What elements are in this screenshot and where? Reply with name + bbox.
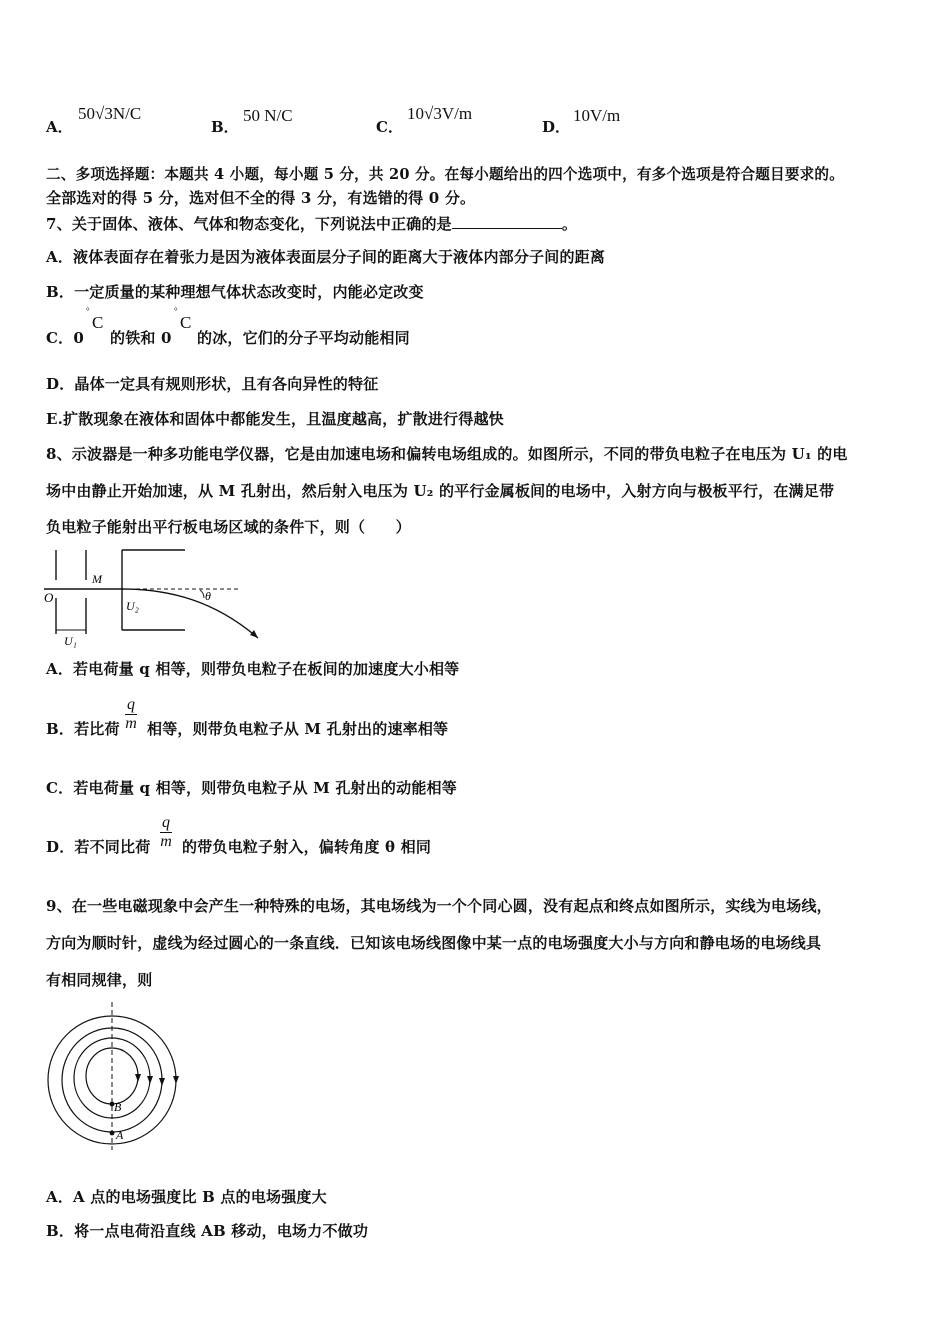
q6-option-d-value: 10V/m	[573, 106, 621, 125]
q8-stem-line1: 8、示波器是一种多功能电学仪器，它是由加速电场和偏转电场组成的。如图所示，不同的带负电粒子在电压为 U₁ 的电	[46, 445, 848, 463]
q7-degree-mark-2: °	[174, 306, 178, 316]
section2-header-line1: 二、多项选择题：本题共 4 小题，每小题 5 分，共 20 分。在每小题给出的四个选项中，有多个选项是符合题目要求的。	[46, 166, 844, 183]
q6-option-b-value: 50 N/C	[243, 106, 293, 125]
q6-option-c-label: C．	[376, 118, 403, 136]
q9-stem-line1: 9、在一些电磁现象中会产生一种特殊的电场，其电场线为一个个同心圆，没有起点和终点如图所示，实线为电场线，	[46, 897, 832, 915]
q6-option-d-label: D．	[542, 118, 571, 136]
q8-d-frac-den: m	[160, 833, 172, 850]
q8-d-fraction	[160, 814, 172, 851]
concentric-field-figure	[44, 1000, 180, 1152]
q8-d-frac-num: q	[162, 814, 170, 831]
q8-stem-line2: 场中由静止开始加速，从 M 孔射出，然后射入电压为 U₂ 的平行金属板间的电场中，入射方向与极板平行，在满足带	[46, 482, 835, 500]
figure-label-theta: θ	[205, 589, 211, 603]
q7-option-d: D．晶体一定具有规则形状，且有各向异性的特征	[46, 375, 379, 393]
figure-label-u1: U₁	[64, 634, 77, 648]
q7-unit-c-1: C	[92, 313, 104, 332]
figure-label-m: M	[92, 572, 102, 586]
q8-b-frac-num: q	[127, 696, 135, 713]
figure-label-o: O	[44, 590, 54, 605]
q7-answer-blank	[452, 214, 562, 229]
q7-stem	[46, 213, 577, 234]
q7-unit-c-2: C	[180, 313, 192, 332]
figure-label-u2: U₂	[126, 599, 139, 613]
figure-label-a: A	[116, 1128, 124, 1142]
q8-stem-line3: 负电粒子能射出平行板电场区域的条件下，则（ ）	[46, 518, 411, 536]
figure-label-b: B	[114, 1100, 122, 1114]
q6-option-b-label: B．	[211, 118, 239, 136]
q7-degree-mark-1: °	[86, 306, 90, 316]
oscilloscope-figure	[40, 546, 270, 652]
q7-option-e: E.扩散现象在液体和固体中都能发生，且温度越高，扩散进行得越快	[46, 410, 504, 428]
q8-option-a: A．若电荷量 q 相等，则带负电粒子在板间的加速度大小相等	[46, 660, 460, 678]
q7-stem-end: 。	[561, 215, 578, 233]
q8-option-b-prefix: B．若比荷	[46, 720, 120, 738]
q9-option-a: A．A 点的电场强度比 B 点的电场强度大	[46, 1188, 327, 1206]
q7-option-c-suffix: 的冰，它们的分子平均动能相同	[197, 329, 410, 347]
q7-option-c-prefix: C．0	[46, 329, 84, 347]
q8-option-b-suffix: 相等，则带负电粒子从 M 孔射出的速率相等	[147, 720, 449, 738]
q7-option-a: A．液体表面存在着张力是因为液体表面层分子间的距离大于液体内部分子间的距离	[46, 248, 606, 266]
q9-stem-line3: 有相同规律，则	[46, 971, 153, 989]
q6-option-a-label: A．	[46, 118, 73, 136]
q9-option-b: B．将一点电荷沿直线 AB 移动，电场力不做功	[46, 1222, 369, 1240]
q7-option-c-mid: 的铁和 0	[110, 329, 172, 347]
q6-option-c-value: 10√3V/m	[407, 104, 473, 123]
q8-b-fraction	[125, 696, 137, 733]
q7-stem-text: 7、关于固体、液体、气体和物态变化，下列说法中正确的是	[46, 215, 452, 233]
q6-option-a-value: 50√3N/C	[78, 104, 142, 123]
q8-option-d-prefix: D．若不同比荷	[46, 838, 151, 856]
q8-option-d-suffix: 的带负电粒子射入，偏转角度 θ 相同	[182, 838, 432, 856]
section2-header-line2: 全部选对的得 5 分，选对但不全的得 3 分，有选错的得 0 分。	[46, 189, 476, 207]
q8-option-c: C．若电荷量 q 相等，则带负电粒子从 M 孔射出的动能相等	[46, 779, 457, 797]
q7-option-b: B．一定质量的某种理想气体状态改变时，内能必定改变	[46, 283, 424, 301]
q9-stem-line2: 方向为顺时针，虚线为经过圆心的一条直线．已知该电场线图像中某一点的电场强度大小与方向和静电场的电场线具	[46, 934, 822, 952]
q8-b-frac-den: m	[125, 715, 137, 732]
